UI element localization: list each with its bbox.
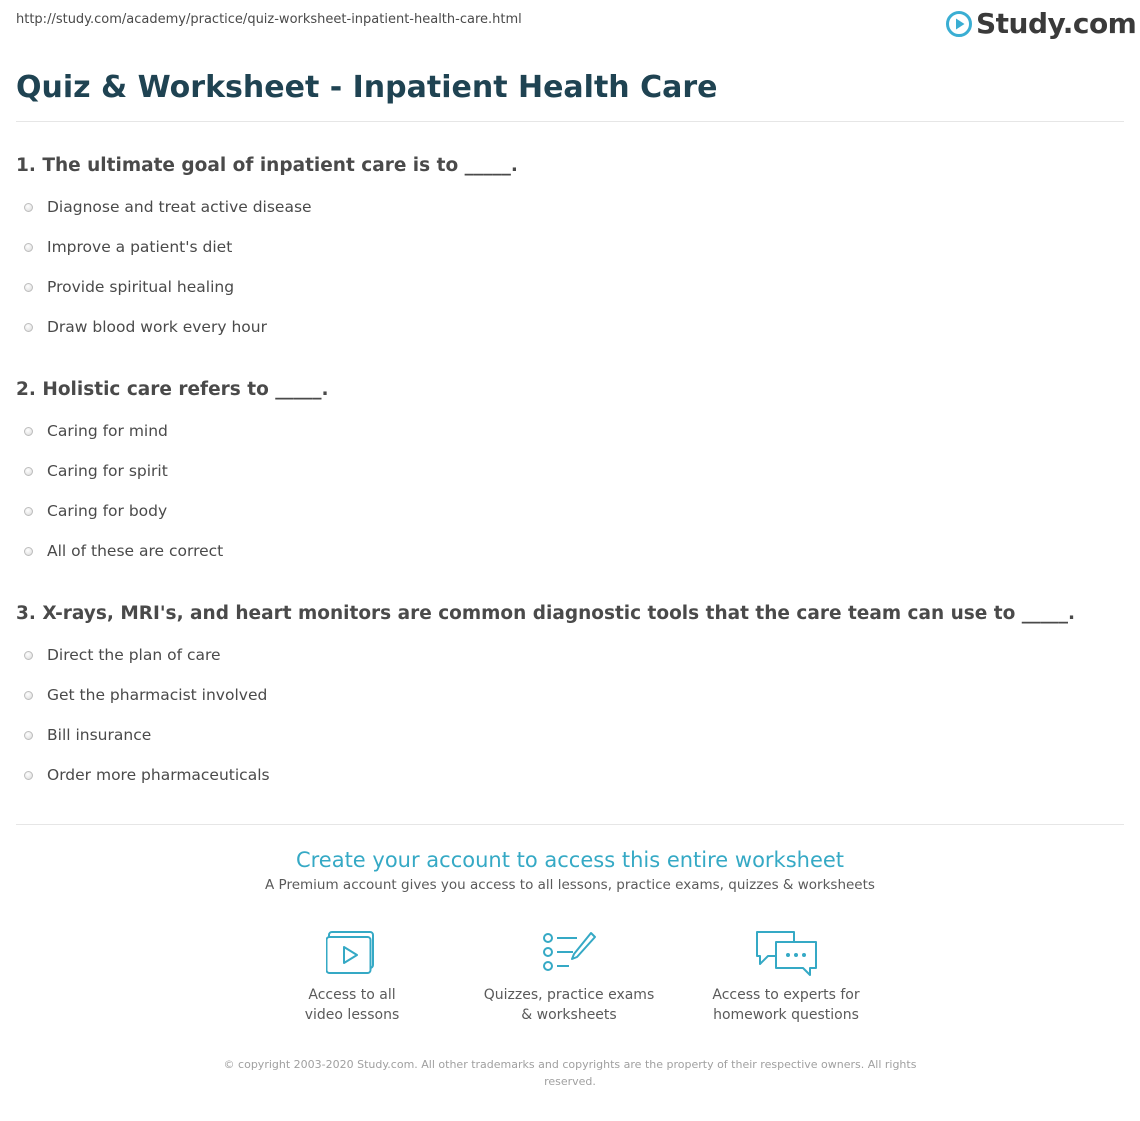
radio-button[interactable] [24, 691, 33, 700]
radio-button[interactable] [24, 771, 33, 780]
radio-button[interactable] [24, 283, 33, 292]
copyright-footer: © copyright 2003-2020 Study.com. All other trademarks and copyrights are the property of their respective owners. All rights reserved. [223, 1058, 917, 1088]
question-2: 2. Holistic care refers to _____. [16, 379, 329, 400]
answer-option[interactable] [24, 686, 267, 704]
page-url: http://study.com/academy/practice/quiz-worksheet-inpatient-health-care.html [16, 12, 522, 27]
answer-option[interactable] [24, 542, 223, 560]
radio-button[interactable] [24, 467, 33, 476]
question-3: 3. X-rays, MRI's, and heart monitors are common diagnostic tools that the care team can use to _____. [16, 603, 1076, 624]
radio-button[interactable] [24, 651, 33, 660]
answer-option[interactable] [24, 318, 267, 336]
answer-option[interactable] [24, 502, 167, 520]
feature-line: & worksheets [521, 1007, 617, 1023]
answer-label: Improve a patient's diet [47, 238, 233, 256]
feature-line: Access to all [308, 987, 396, 1003]
video-lesson-icon [326, 930, 378, 976]
logo-text: Study.com [976, 7, 1137, 40]
answer-option[interactable] [24, 646, 221, 664]
play-circle-icon [946, 11, 972, 37]
divider [16, 121, 1124, 122]
answer-label: All of these are correct [47, 542, 224, 560]
radio-button[interactable] [24, 243, 33, 252]
feature-video-lessons [252, 930, 452, 1025]
feature-line: Quizzes, practice exams [483, 987, 655, 1003]
answer-label: Caring for spirit [47, 462, 168, 480]
answer-label: Caring for body [47, 502, 168, 520]
feature-line: Access to experts for [712, 987, 860, 1003]
radio-button[interactable] [24, 323, 33, 332]
page-title: Quiz & Worksheet - Inpatient Health Care [16, 70, 718, 105]
answer-label: Order more pharmaceuticals [47, 766, 270, 784]
answer-label: Diagnose and treat active disease [47, 198, 312, 216]
answer-option[interactable] [24, 238, 232, 256]
chat-bubbles-icon [754, 930, 818, 976]
radio-button[interactable] [24, 507, 33, 516]
feature-line: video lessons [304, 1007, 400, 1023]
feature-line: homework questions [713, 1007, 859, 1023]
answer-option[interactable] [24, 278, 234, 296]
answer-label: Provide spiritual healing [47, 278, 235, 296]
radio-button[interactable] [24, 731, 33, 740]
divider [16, 824, 1124, 825]
answer-option[interactable] [24, 198, 312, 216]
answer-label: Draw blood work every hour [47, 318, 267, 336]
answer-label: Get the pharmacist involved [47, 686, 268, 704]
create-account-link[interactable]: Create your account to access this entire worksheet [295, 848, 845, 872]
radio-button[interactable] [24, 427, 33, 436]
answer-label: Direct the plan of care [47, 646, 221, 664]
answer-label: Caring for mind [47, 422, 168, 440]
answer-option[interactable] [24, 462, 168, 480]
answer-option[interactable] [24, 766, 270, 784]
question-1: 1. The ultimate goal of inpatient care is to _____. [16, 155, 518, 176]
cta-subtitle: A Premium account gives you access to all lessons, practice exams, quizzes & worksheets [265, 877, 875, 893]
answer-label: Bill insurance [47, 726, 152, 744]
radio-button[interactable] [24, 203, 33, 212]
study-logo[interactable] [946, 9, 1136, 39]
feature-experts [686, 930, 886, 1025]
answer-option[interactable] [24, 726, 151, 744]
quiz-checklist-icon [541, 930, 597, 976]
radio-button[interactable] [24, 547, 33, 556]
feature-quizzes [469, 930, 669, 1025]
answer-option[interactable] [24, 422, 168, 440]
